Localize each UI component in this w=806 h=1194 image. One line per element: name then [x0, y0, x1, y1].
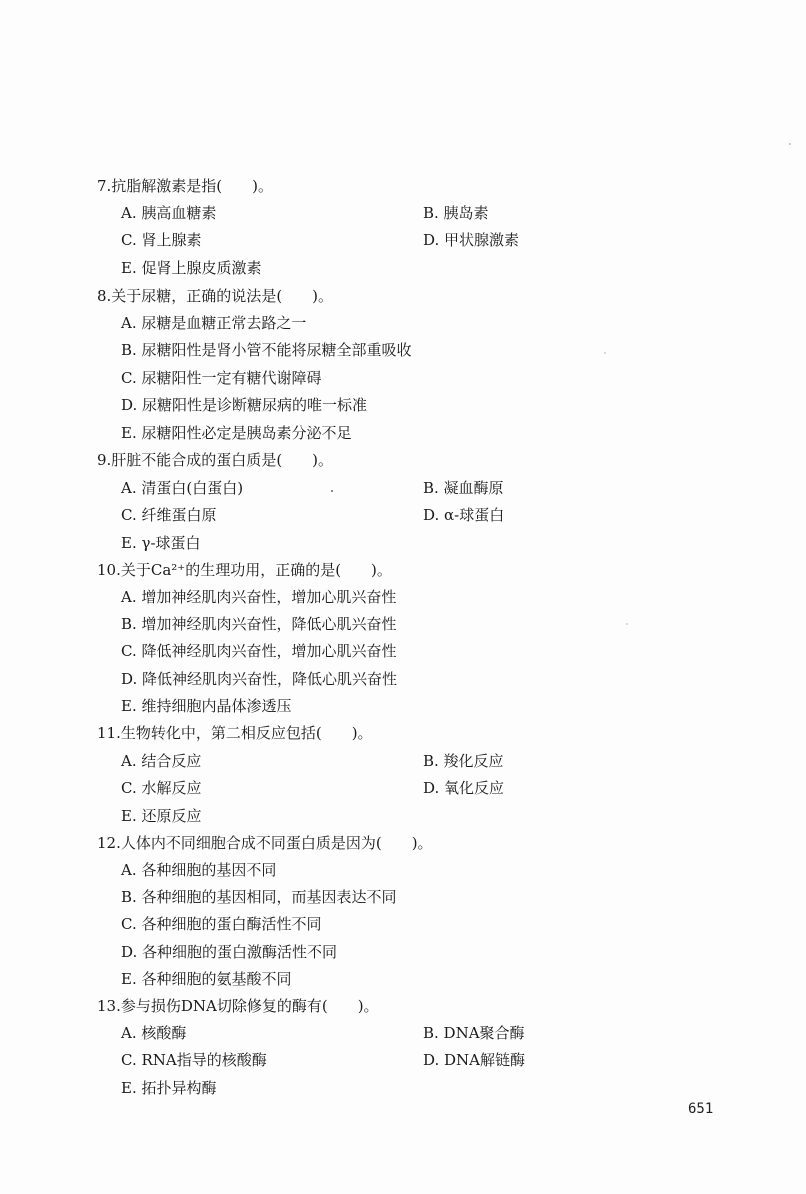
q7-option-b: B. 胰岛素 [423, 204, 489, 222]
q12-option-a: A. 各种细胞的基因不同 [121, 861, 277, 879]
q9-option-a: A. 清蛋白(白蛋白) [121, 479, 244, 497]
q9-option-e: E. γ-球蛋白 [121, 534, 201, 552]
q12-option-c: C. 各种细胞的蛋白酶活性不同 [121, 915, 322, 933]
scan-speck [626, 623, 628, 625]
q7-option-a: A. 胰高血糖素 [121, 204, 217, 222]
q10-option-c: C. 降低神经肌肉兴奋性，增加心肌兴奋性 [121, 642, 397, 660]
q9-option-b: B. 凝血酶原 [423, 479, 504, 497]
q10-option-b: B. 增加神经肌肉兴奋性，降低心肌兴奋性 [121, 615, 397, 633]
q10-option-d: D. 降低神经肌肉兴奋性，降低心肌兴奋性 [121, 670, 398, 688]
question-9-stem: 9.肝脏不能合成的蛋白质是( )。 [97, 451, 334, 469]
q13-option-d: D. DNA解链酶 [423, 1051, 526, 1069]
q11-option-a: A. 结合反应 [121, 752, 202, 770]
q7-option-e: E. 促肾上腺皮质激素 [121, 259, 262, 277]
q12-option-d: D. 各种细胞的蛋白激酶活性不同 [121, 943, 338, 961]
q12-option-b: B. 各种细胞的基因相同，而基因表达不同 [121, 888, 397, 906]
q11-option-c: C. 水解反应 [121, 779, 202, 797]
q7-option-d: D. 甲状腺激素 [423, 231, 520, 249]
q11-option-d: D. 氧化反应 [423, 779, 505, 797]
q8-option-d: D. 尿糖阳性是诊断糖尿病的唯一标准 [121, 396, 368, 414]
question-10-stem: 10.关于Ca²⁺的生理功用，正确的是( )。 [97, 561, 392, 579]
q13-option-c: C. RNA指导的核酸酶 [121, 1051, 267, 1069]
q9-option-d: D. α-球蛋白 [423, 506, 505, 524]
q8-option-b: B. 尿糖阳性是肾小管不能将尿糖全部重吸收 [121, 341, 412, 359]
question-13-stem: 13.参与损伤DNA切除修复的酶有( )。 [97, 997, 379, 1015]
q12-option-e: E. 各种细胞的氨基酸不同 [121, 970, 292, 988]
q11-option-e: E. 还原反应 [121, 807, 202, 825]
question-8-stem: 8.关于尿糖，正确的说法是( )。 [97, 287, 334, 305]
stray-dot [331, 490, 333, 492]
q10-option-a: A. 增加神经肌肉兴奋性，增加心肌兴奋性 [121, 588, 397, 606]
q13-option-e: E. 拓扑异构酶 [121, 1079, 217, 1097]
q11-option-b: B. 羧化反应 [423, 752, 504, 770]
scan-speck [789, 143, 791, 145]
question-12-stem: 12.人体内不同细胞合成不同蛋白质是因为( )。 [97, 834, 433, 852]
q8-option-a: A. 尿糖是血糖正常去路之一 [121, 314, 307, 332]
page-number: 651 [688, 1101, 714, 1117]
q8-option-c: C. 尿糖阳性一定有糖代谢障碍 [121, 369, 322, 387]
question-7-stem: 7.抗脂解激素是指( )。 [97, 177, 274, 195]
scan-speck [604, 352, 606, 354]
q13-option-a: A. 核酸酶 [121, 1024, 187, 1042]
q13-option-b: B. DNA聚合酶 [423, 1024, 525, 1042]
q7-option-c: C. 肾上腺素 [121, 231, 202, 249]
q10-option-e: E. 维持细胞内晶体渗透压 [121, 697, 292, 715]
question-11-stem: 11.生物转化中，第二相反应包括( )。 [97, 724, 373, 742]
q9-option-c: C. 纤维蛋白原 [121, 506, 217, 524]
q8-option-e: E. 尿糖阳性必定是胰岛素分泌不足 [121, 424, 352, 442]
